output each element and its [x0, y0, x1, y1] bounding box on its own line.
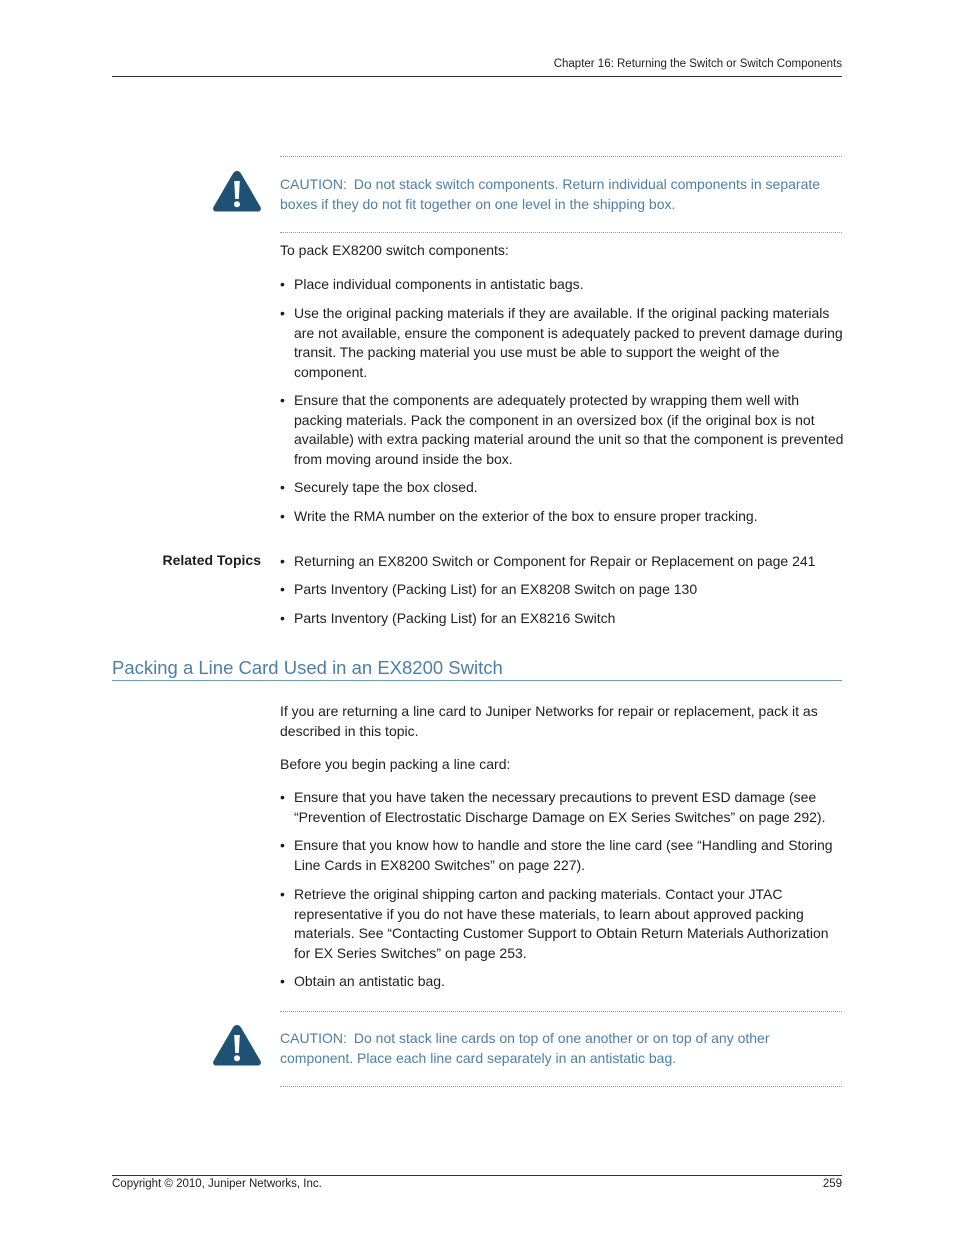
warning-triangle-icon	[212, 1023, 262, 1067]
related-topic-link[interactable]: • Parts Inventory (Packing List) for an EX8208 Switch on page 130	[280, 580, 846, 600]
header-rule	[112, 76, 842, 77]
caution-top-divider	[280, 1011, 842, 1012]
running-header: Chapter 16: Returning the Switch or Switch Components	[553, 58, 842, 70]
caution-top-divider	[280, 156, 842, 157]
list-item: • Ensure that you have taken the necessary precautions to prevent ESD damage (see “Prevention of Electrostatic Discharge Damage on EX Series Switches” on page 292).	[280, 788, 846, 827]
list-item: • Retrieve the original shipping carton and packing materials. Contact your JTAC representative if you do not have these materials, to learn about approved packing materials. See “Contacting Customer Support to Obtain Return Materials Authorization for EX Series Switches” on page 253.	[280, 885, 846, 963]
list-item: • Ensure that you know how to handle and store the line card (see “Handling and Storing Line Cards in EX8200 Switches” on page 227).	[280, 836, 846, 875]
related-topic-link[interactable]: • Returning an EX8200 Switch or Component for Repair or Replacement on page 241	[280, 552, 846, 572]
section-intro: If you are returning a line card to Juniper Networks for repair or replacement, pack it as described in this topic.	[280, 703, 818, 739]
list-item: • Use the original packing materials if they are available. If the original packing materials are not available, ensure the component is adequately packed to prevent damage during transit. The packing material you use must be able to support the weight of the component.	[280, 304, 846, 382]
caution-label: CAUTION:	[280, 1030, 347, 1046]
related-topic-link[interactable]: • Parts Inventory (Packing List) for an EX8216 Switch	[280, 609, 846, 629]
list-item: • Ensure that the components are adequately protected by wrapping them well with packing materials. Pack the component in an oversized box (if the original box is not available) with extra packing material around the unit so that the component is prevented from moving around inside the box.	[280, 391, 846, 469]
caution-bottom-divider	[280, 232, 842, 233]
list-item: • Obtain an antistatic bag.	[280, 972, 846, 992]
warning-triangle-icon	[212, 169, 262, 213]
caution-label: CAUTION:	[280, 176, 347, 192]
related-topics-label: Related Topics	[162, 552, 261, 568]
footer-rule	[112, 1175, 842, 1176]
list-item: • Write the RMA number on the exterior of the box to ensure proper tracking.	[280, 507, 846, 527]
copyright: Copyright © 2010, Juniper Networks, Inc.	[112, 1178, 322, 1190]
caution-notice	[280, 175, 845, 214]
section-rule	[112, 680, 842, 681]
list-item: • Place individual components in antistatic bags.	[280, 275, 846, 295]
caution-text: Do not stack line cards on top of one another or on top of any other component. Place each line card separately in an antistatic bag.	[280, 1030, 770, 1066]
section-title: Packing a Line Card Used in an EX8200 Switch	[112, 657, 503, 678]
page-number: 259	[822, 1178, 842, 1190]
pack-intro: To pack EX8200 switch components:	[280, 242, 509, 258]
caution-text: Do not stack switch components. Return individual components in separate boxes if they do not fit together on one level in the shipping box.	[280, 176, 821, 212]
caution-bottom-divider	[280, 1086, 842, 1087]
section-before: Before you begin packing a line card:	[280, 756, 511, 772]
list-item: • Securely tape the box closed.	[280, 478, 846, 498]
caution-notice	[280, 1029, 845, 1068]
